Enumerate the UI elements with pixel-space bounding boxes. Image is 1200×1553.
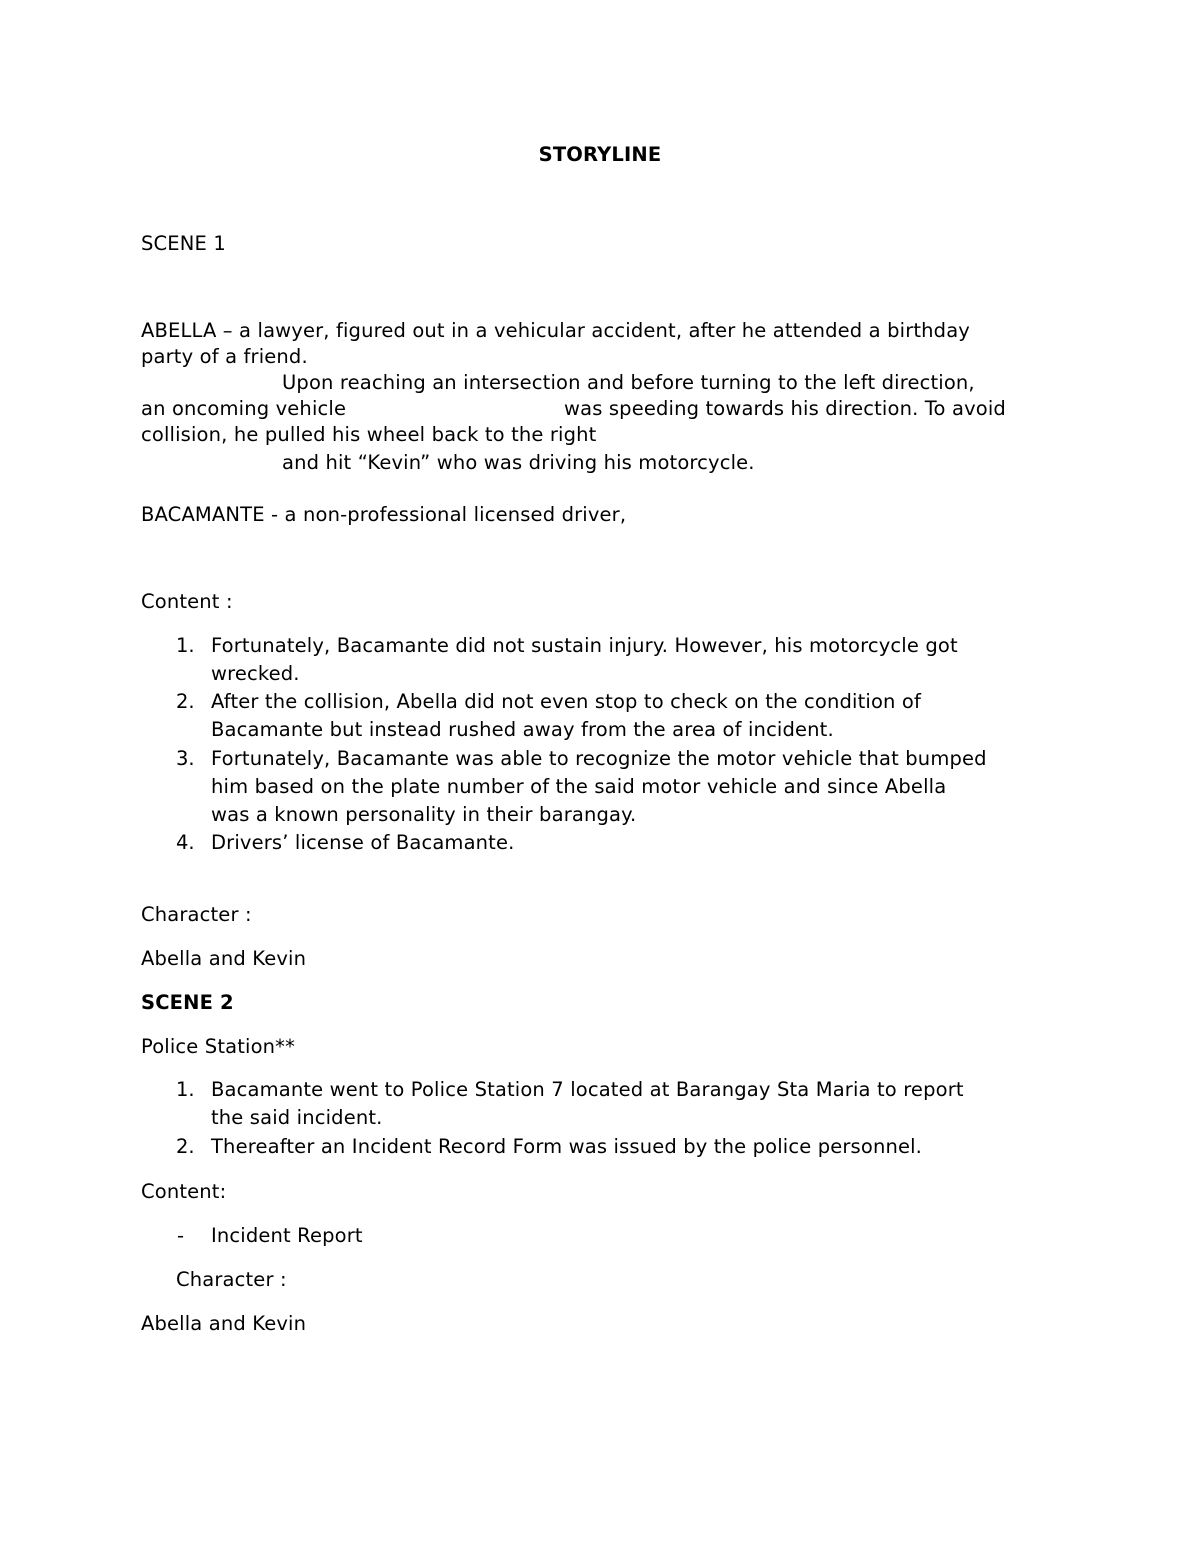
list-item-text: was a known personality in their barangay. [211, 803, 637, 826]
list-item-text: Fortunately, Bacamante did not sustain injury. However, his motorcycle got [211, 634, 958, 657]
scene-2-content-label: Content: [141, 1180, 227, 1203]
scene-2-heading: SCENE 2 [141, 991, 234, 1014]
scene-1-character-label: Character : [141, 903, 252, 926]
list-item-text: Fortunately, Bacamante was able to recognize the motor vehicle that bumped [211, 747, 987, 770]
document-title: STORYLINE [538, 143, 662, 166]
list-number: 4. [176, 831, 195, 854]
list-item-text: wrecked. [211, 662, 300, 685]
bacamante-description: BACAMANTE - a non-professional licensed driver, [141, 503, 627, 526]
list-item-text: Drivers’ license of Bacamante. [211, 831, 515, 854]
list-number: 1. [176, 634, 195, 657]
list-item-text: Bacamante went to Police Station 7 located at Barangay Sta Maria to report [211, 1078, 964, 1101]
scene-2-location: Police Station** [141, 1035, 295, 1058]
scene-1-content-label: Content : [141, 590, 233, 613]
abella-line: and hit “Kevin” who was driving his motorcycle. [282, 451, 755, 474]
list-item-text: Bacamante but instead rushed away from the area of incident. [211, 718, 834, 741]
list-item-text: him based on the plate number of the said motor vehicle and since Abella [211, 775, 947, 798]
abella-line: was speeding towards his direction. To avoid [564, 397, 1006, 420]
scene-1-characters: Abella and Kevin [141, 947, 307, 970]
scene-2-character-label: Character : [176, 1268, 287, 1291]
list-item-text: Thereafter an Incident Record Form was issued by the police personnel. [211, 1135, 923, 1158]
list-item-text: Incident Report [211, 1224, 363, 1247]
abella-line: collision, he pulled his wheel back to the right [141, 423, 597, 446]
bullet-dash: - [177, 1224, 185, 1247]
abella-line: an oncoming vehicle [141, 397, 347, 420]
list-number: 1. [176, 1078, 195, 1101]
list-item-text: the said incident. [211, 1106, 383, 1129]
abella-line: Upon reaching an intersection and before turning to the left direction, [282, 371, 975, 394]
abella-line: ABELLA – a lawyer, figured out in a vehicular accident, after he attended a birthday [141, 319, 970, 342]
list-number: 2. [176, 1135, 195, 1158]
list-item-text: After the collision, Abella did not even stop to check on the condition of [211, 690, 922, 713]
list-number: 2. [176, 690, 195, 713]
abella-line: party of a friend. [141, 345, 308, 368]
list-number: 3. [176, 747, 195, 770]
scene-1-heading: SCENE 1 [141, 232, 226, 255]
scene-2-characters: Abella and Kevin [141, 1312, 307, 1335]
